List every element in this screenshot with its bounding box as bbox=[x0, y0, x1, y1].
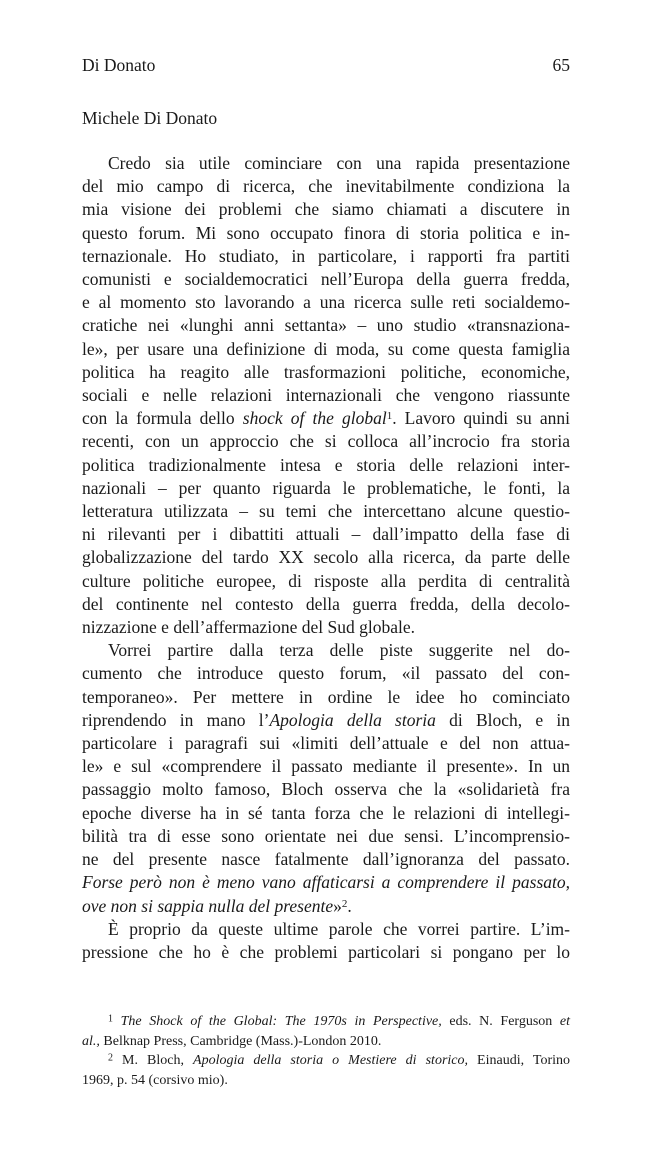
running-header bbox=[82, 54, 570, 76]
text-run: con la formula dello bbox=[82, 408, 243, 429]
footnote-ref: 2 bbox=[341, 897, 348, 910]
text-line: globalizzazione del tardo XX secolo alla ricerca, da parte delle bbox=[82, 547, 570, 568]
text-line: nazionali – per quanto riguarda le problematiche, le fonti, la bbox=[82, 477, 570, 498]
text-run: . Lavoro quindi su anni bbox=[392, 408, 570, 429]
paragraph bbox=[82, 639, 570, 917]
footnote bbox=[82, 1012, 570, 1051]
italic-quote: ove non si sappia nulla del presente bbox=[82, 895, 334, 916]
italic-title: Apologia della storia bbox=[269, 709, 436, 730]
text-line: culture politiche europee, di risposte alla perdita di centralità bbox=[82, 570, 570, 591]
italic-term: et bbox=[559, 1014, 571, 1029]
text-line: Vorrei partire dalla terza delle piste suggerite nel do- bbox=[108, 640, 570, 661]
text-line: passaggio molto famoso, Bloch osserva che la «solidarietà fra bbox=[82, 779, 570, 800]
running-title: Di Donato bbox=[82, 55, 156, 75]
text-line: politica ha reagito alle trasformazioni politiche, economiche, bbox=[82, 361, 570, 382]
text-line: bilità tra di esse sono orientate nei due sensi. L’incomprensio- bbox=[82, 825, 570, 846]
text-run: riprendendo in mano l’ bbox=[82, 709, 270, 730]
footnote-line bbox=[82, 1032, 570, 1052]
text-line: nizzazione e dell’affermazione del Sud globale. bbox=[82, 617, 415, 638]
paragraph bbox=[82, 918, 570, 964]
footnotes bbox=[82, 1012, 570, 1090]
text-line: politica tradizionalmente intesa e storia delle relazioni inter- bbox=[82, 454, 570, 475]
text-run: di Bloch, e in bbox=[435, 709, 571, 730]
text-run: Belknap Press, Cambridge (Mass.)-London 2010. bbox=[99, 1033, 382, 1049]
footnote-line bbox=[82, 1012, 570, 1032]
text-line: particolare i paragrafi sui «limiti dell’attuale e del non attua- bbox=[82, 733, 570, 754]
page-number: 65 bbox=[552, 55, 570, 75]
text-line bbox=[82, 407, 570, 430]
italic-quote: Forse però non è meno vano affaticarsi a comprendere il passato, bbox=[82, 872, 570, 893]
text-line: Credo sia utile cominciare con una rapida presentazione bbox=[108, 153, 570, 173]
footnote-line: 1969, p. 54 (corsivo mio). bbox=[82, 1072, 228, 1088]
body-text bbox=[82, 152, 570, 964]
text-line: e al momento sto lavorando a una ricerca sulle reti socialdemo- bbox=[82, 292, 570, 313]
text-line: ternazionale. Ho studiato, in particolare, i rapporti fra partiti bbox=[82, 245, 570, 266]
text-line: ni rilevanti per i dibattiti attuali – dall’impatto della fase di bbox=[82, 524, 570, 545]
text-line: pressione che ho è che problemi particolari si pongano per lo bbox=[82, 941, 570, 962]
footnote bbox=[82, 1051, 570, 1090]
text-run: M. Bloch, bbox=[113, 1053, 194, 1068]
paragraph bbox=[82, 152, 570, 639]
text-line: le», per usare una definizione di moda, su come questa famiglia bbox=[82, 338, 570, 359]
text-line: epoche diverse ha in sé tanta forza che le relazioni di intellegi- bbox=[82, 802, 570, 823]
text-line: cumento che introduce questo forum, «il passato del con- bbox=[82, 663, 570, 684]
text-line: cratiche nei «lunghi anni settanta» – uno studio «transnaziona- bbox=[82, 315, 570, 336]
italic-term: shock of the global bbox=[242, 408, 387, 429]
text-line: È proprio da queste ultime parole che vorrei partire. L’im- bbox=[108, 918, 570, 939]
text-line: ne del presente nasce fatalmente dall’ignoranza del passato. bbox=[82, 849, 570, 870]
text-line: le» e sul «comprendere il passato mediante il presente». In un bbox=[82, 756, 570, 777]
italic-title: The Shock of the Global: The 1970s in Perspective, bbox=[120, 1014, 442, 1029]
text-line: letteratura utilizzata – su temi che intercettano alcune questio- bbox=[82, 501, 570, 522]
italic-term: al., bbox=[82, 1033, 100, 1049]
text-line: recenti, con un approccio che si colloca all’incrocio fra storia bbox=[82, 431, 570, 452]
text-line: temporaneo». Per mettere in ordine le idee ho cominciato bbox=[82, 686, 570, 707]
text-line: questo forum. Mi sono occupato finora di storia politica e in- bbox=[82, 222, 570, 243]
text-line: sociali e nelle relazioni internazionali che vengono riassunte bbox=[82, 385, 570, 406]
text-line bbox=[82, 871, 570, 894]
text-line bbox=[82, 709, 570, 732]
italic-title: Apologia della storia o Mestiere di storico, bbox=[193, 1053, 468, 1068]
text-line: comunisti e socialdemocratici nell’Europa della guerra fredda, bbox=[82, 269, 570, 290]
footnote-marker: 1 bbox=[108, 1013, 113, 1025]
text-line: del continente nel contesto della guerra fredda, della decolo- bbox=[82, 593, 570, 614]
text-run: » bbox=[333, 895, 342, 916]
text-run: . bbox=[347, 895, 352, 916]
text-line: del mio campo di ricerca, che inevitabilmente condiziona la bbox=[82, 176, 570, 197]
author-name: Michele Di Donato bbox=[82, 108, 218, 128]
text-run: eds. N. Ferguson bbox=[441, 1014, 560, 1029]
footnote-line bbox=[82, 1051, 570, 1071]
text-line: mia visione dei problemi che siamo chiamati a discutere in bbox=[82, 199, 570, 220]
footnote-marker: 2 bbox=[108, 1052, 113, 1064]
text-line bbox=[82, 895, 570, 918]
text-run: Einaudi, Torino bbox=[468, 1053, 570, 1068]
footnote-ref: 1 bbox=[386, 410, 393, 423]
